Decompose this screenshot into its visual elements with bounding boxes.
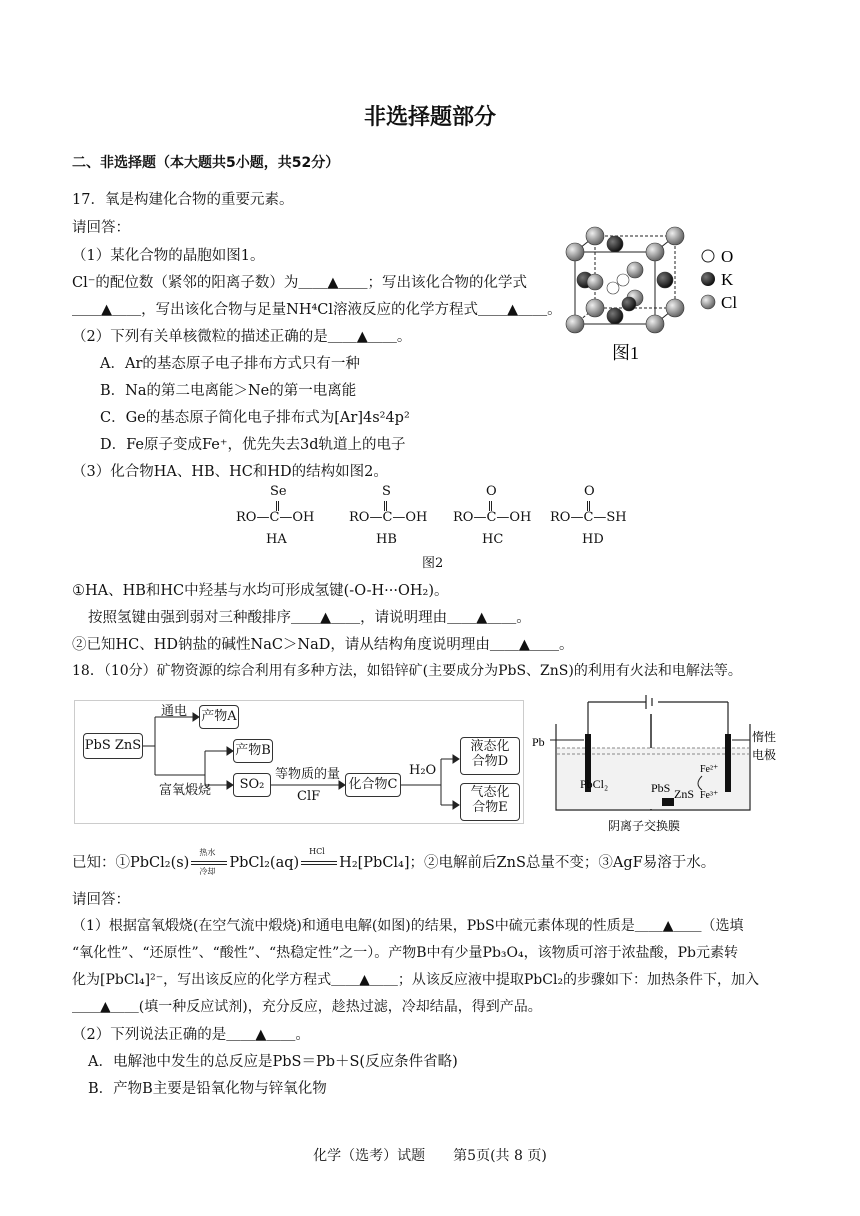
ha-top-atom: Se xyxy=(270,484,287,499)
legend-k: K xyxy=(721,270,734,289)
page-title: 非选择题部分 xyxy=(363,105,496,130)
cell-fe3: Fe³⁺ xyxy=(700,790,719,801)
q18-option-b: B．产物B主要是铅氧化物与锌氧化物 xyxy=(88,1081,327,1097)
q17-part3-sub1: ①HA、HB和HC中羟基与水均可形成氢键(-O-H···OH₂)。 xyxy=(72,583,449,599)
hd-label: HD xyxy=(582,532,604,547)
q17-prompt: 请回答： xyxy=(72,220,130,236)
flow-so2: SO₂ xyxy=(233,773,271,797)
flow-clf: ClF xyxy=(297,789,321,804)
q18-part1-line3: 化为[PbCl₄]²⁻，写出该反应的化学方程式＿＿▲＿＿；从该反应液中提取PbCl₂的步骤如下：加热条件下，加入 xyxy=(72,972,760,988)
page-footer: 化学（选考）试题 第5页(共 8 页) xyxy=(313,1148,547,1164)
cell-zns: ZnS xyxy=(674,787,695,801)
q18-part1-line1: （1）根据富氧煅烧(在空气流中煅烧)和通电电解(如图)的结果，PbS中硫元素体现的性质是＿＿▲＿＿（选填 xyxy=(72,918,744,934)
flow-equal-amount: 等物质的量 xyxy=(275,767,341,782)
hc-label: HC xyxy=(482,532,504,547)
figure1-crystal-cell xyxy=(555,222,755,367)
known-hcl: HCl xyxy=(309,847,325,856)
flow-product-a: 产物A xyxy=(199,705,239,729)
cell-membrane: 阴离子交换膜 xyxy=(608,819,681,833)
known-pbcl2-s: PbCl₂(s) xyxy=(130,855,190,871)
cell-pbs: PbS xyxy=(651,781,671,795)
figure2-structures xyxy=(232,484,632,574)
ha-formula: RO—C—OH xyxy=(236,510,315,525)
q17-part3-sub1b: 按照氢键由强到弱对三种酸排序＿＿▲＿＿，请说明理由＿＿▲＿＿。 xyxy=(88,610,531,626)
q17-part1-line2: Cl⁻的配位数（紧邻的阳离子数）为＿＿▲＿＿；写出该化合物的化学式 xyxy=(72,275,528,291)
hb-label: HB xyxy=(376,532,397,547)
flow-start-box: PbS ZnS xyxy=(83,733,143,759)
q17-part3-sub2: ②已知HC、HD钠盐的碱性NaC＞NaD，请从结构角度说明理由＿＿▲＿＿。 xyxy=(72,637,574,653)
flow-liquid-d: 液态化合物D xyxy=(460,737,520,775)
q17-option-d: D．Fe原子变成Fe⁺，优先失去3d轨道上的电子 xyxy=(100,437,406,453)
flow-water: H₂O xyxy=(409,763,437,778)
q17-option-b: B．Na的第二电离能＞Ne的第一电离能 xyxy=(100,383,357,399)
cell-inert-1: 惰性 xyxy=(752,730,777,744)
q18-part1-line2: “氧化性”、“还原性”、“酸性”、“热稳定性”之一）。产物B中有少量Pb₃O₄，该物质可溶于浓盐酸，Pb元素转 xyxy=(72,945,739,961)
q17-part2: （2）下列有关单核微粒的描述正确的是＿＿▲＿＿。 xyxy=(72,329,412,345)
q17-part1: （1）某化合物的晶胞如图1。 xyxy=(72,248,265,264)
q18-stem: 18．（10分）矿物资源的综合利用有多种方法，如铅锌矿(主要成分为PbS、ZnS)的利用有火法和电解法等。 xyxy=(72,663,742,679)
ha-label: HA xyxy=(266,532,287,547)
flow-compound-c: 化合物C xyxy=(345,773,401,797)
flow-roast-label: 富氧煅烧 xyxy=(159,783,212,798)
hc-formula: RO—C—OH xyxy=(453,510,532,525)
hb-formula: RO—C—OH xyxy=(349,510,428,525)
q18-option-a: A．电解池中发生的总反应是PbS＝Pb＋S(反应条件省略) xyxy=(88,1054,458,1070)
legend-cl: Cl xyxy=(721,293,738,312)
known-hot: 热水 xyxy=(199,848,216,857)
cell-pbcl2: PbCl₂ xyxy=(580,777,609,791)
cell-fe2: Fe²⁺ xyxy=(700,764,719,775)
section-header: 二、非选择题（本大题共5小题，共52分） xyxy=(72,155,340,171)
figure1-caption: 图1 xyxy=(612,343,639,363)
known-pbcl2-aq: PbCl₂(aq) xyxy=(229,855,300,871)
flow-electrify-label: 通电 xyxy=(161,704,188,719)
equilibrium-arrow-1 xyxy=(189,848,229,876)
q17-part1-line3: ＿＿▲＿＿，写出该化合物与足量NH⁴Cl溶液反应的化学方程式＿＿▲＿＿。 xyxy=(72,302,562,318)
hb-top-atom: S xyxy=(382,484,391,499)
q18-part1-line4: ＿＿▲＿＿(填一种反应试剂)，充分反应，趁热过滤，冷却结晶，得到产品。 xyxy=(72,999,542,1015)
q17-stem: 17．氧是构建化合物的重要元素。 xyxy=(72,192,294,208)
q18-prompt: 请回答： xyxy=(72,892,130,908)
flow-gas-e: 气态化合物E xyxy=(460,783,520,821)
q18-part2: （2）下列说法正确的是＿＿▲＿＿。 xyxy=(72,1027,310,1043)
figure2-caption: 图2 xyxy=(422,556,444,571)
known-rest: ；②电解前后ZnS总量不变；③AgF易溶于水。 xyxy=(409,855,716,871)
flow-product-b: 产物B xyxy=(233,739,273,763)
equilibrium-arrow-2 xyxy=(299,847,339,870)
q17-option-c: C．Ge的基态原子简化电子排布式为[Ar]4s²4p² xyxy=(100,410,410,426)
hd-formula: RO—C—SH xyxy=(550,510,627,525)
known-h2pbcl4: H₂[PbCl₄] xyxy=(339,855,410,871)
flow-chart xyxy=(74,700,524,824)
hc-top-atom: O xyxy=(486,484,497,499)
q18-known-line xyxy=(72,847,716,876)
known-prefix: 已知：① xyxy=(72,855,130,871)
legend-o: O xyxy=(721,247,734,266)
q17-part3: （3）化合物HA、HB、HC和HD的结构如图2。 xyxy=(72,464,388,480)
known-cold: 冷却 xyxy=(199,867,216,876)
hd-top-atom: O xyxy=(584,484,595,499)
cell-inert-2: 电极 xyxy=(752,748,777,762)
cell-pb-label: Pb xyxy=(532,735,545,749)
electrolysis-cell xyxy=(528,684,788,834)
q17-option-a: A．Ar的基态原子电子排布方式只有一种 xyxy=(100,356,360,372)
